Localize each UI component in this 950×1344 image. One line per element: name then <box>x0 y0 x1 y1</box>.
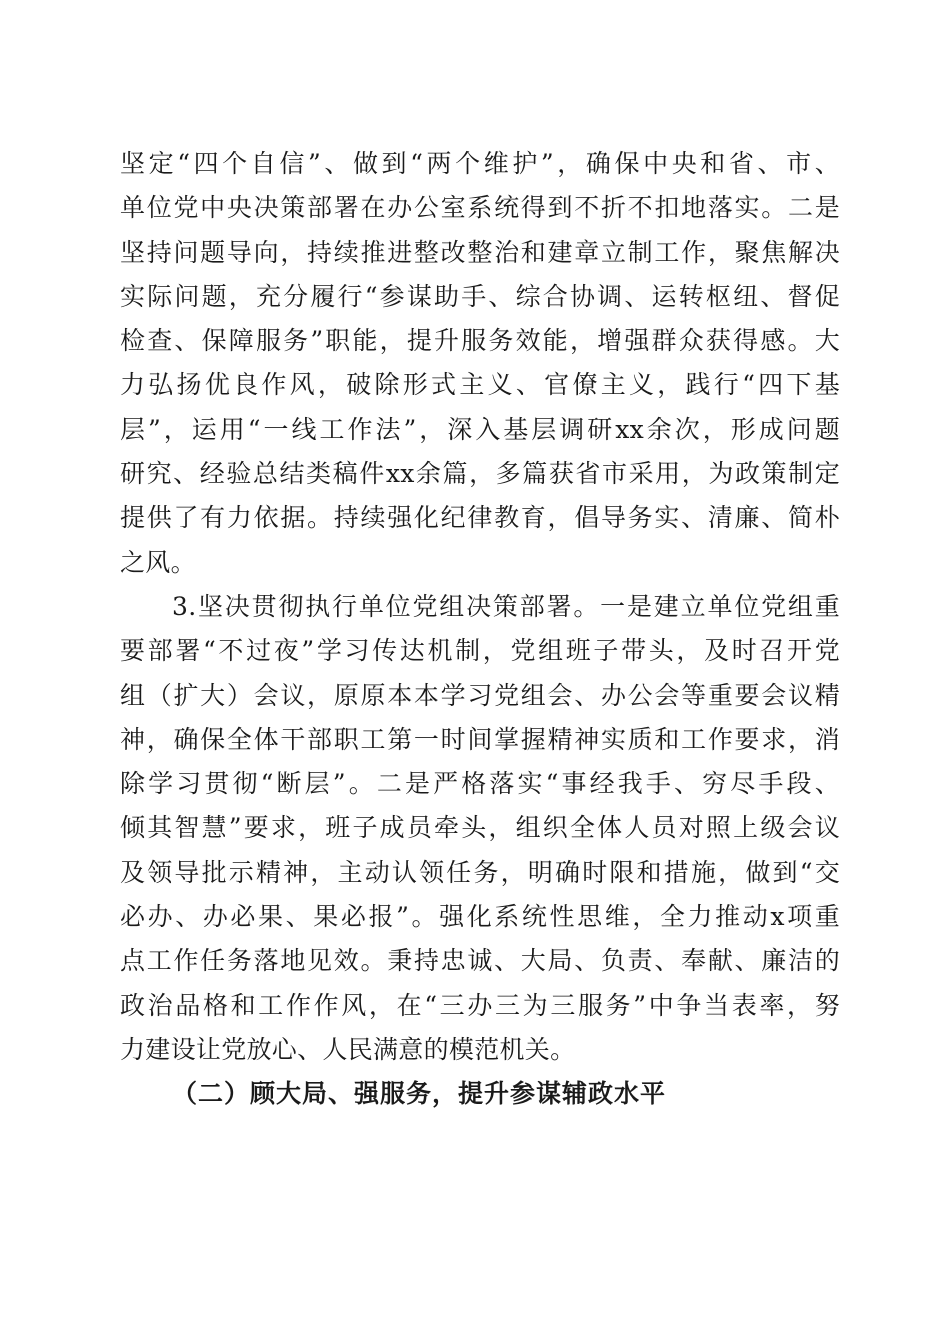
paragraph-line: 要部署“不过夜”学习传达机制，党组班子带头，及时召开党 <box>120 636 840 666</box>
paragraph-first-line: 3.坚决贯彻执行单位党组决策部署。一是建立单位党组重 <box>172 591 840 621</box>
paragraph-line: 层”，运用“一线工作法”，深入基层调研xx余次，形成问题 <box>120 414 840 444</box>
paragraph-line: 点工作任务落地见效。秉持忠诚、大局、负责、奉献、廉洁的 <box>120 946 840 976</box>
document-body <box>120 142 840 1117</box>
paragraph-line: 除学习贯彻“断层”。二是严格落实“事经我手、穷尽手段、 <box>120 769 840 799</box>
paragraph-line: 政治品格和工作作风，在“三办三为三服务”中争当表率，努 <box>120 990 840 1020</box>
paragraph-line: 坚持问题导向，持续推进整改整治和建章立制工作，聚焦解决 <box>120 237 840 267</box>
paragraph-line: 倾其智慧”要求，班子成员牵头，组织全体人员对照上级会议 <box>120 813 840 843</box>
paragraph-line: 坚定“四个自信”、做到“两个维护”，确保中央和省、市、 <box>120 149 840 178</box>
paragraph-line: 组（扩大）会议，原原本本学习党组会、办公会等重要会议精 <box>120 680 840 710</box>
paragraph-line: 单位党中央决策部署在办公室系统得到不折不扣地落实。二是 <box>120 193 840 223</box>
paragraph-line: 及领导批示精神，主动认领任务，明确时限和措施，做到“交 <box>120 857 840 887</box>
paragraph-line-end: 力建设让党放心、人民满意的模范机关。 <box>120 1034 576 1064</box>
paragraph-line: 必办、办必果、果必报”。强化系统性思维，全力推动x项重 <box>120 902 840 932</box>
section-heading: （二）顾大局、强服务，提升参谋辅政水平 <box>172 1079 667 1109</box>
paragraph-line: 力弘扬优良作风，破除形式主义、官僚主义，践行“四下基 <box>120 370 840 400</box>
paragraph-line-end: 之风。 <box>120 547 196 577</box>
paragraph-line: 研究、经验总结类稿件xx余篇，多篇获省市采用，为政策制定 <box>120 459 840 489</box>
paragraph-line: 提供了有力依据。持续强化纪律教育，倡导务实、清廉、简朴 <box>120 503 840 533</box>
paragraph-line: 神，确保全体干部职工第一时间掌握精神实质和工作要求，消 <box>120 724 840 754</box>
paragraph-line: 实际问题，充分履行“参谋助手、综合协调、运转枢纽、督促 <box>120 281 840 311</box>
paragraph-line: 检查、保障服务”职能，提升服务效能，增强群众获得感。大 <box>120 326 840 356</box>
